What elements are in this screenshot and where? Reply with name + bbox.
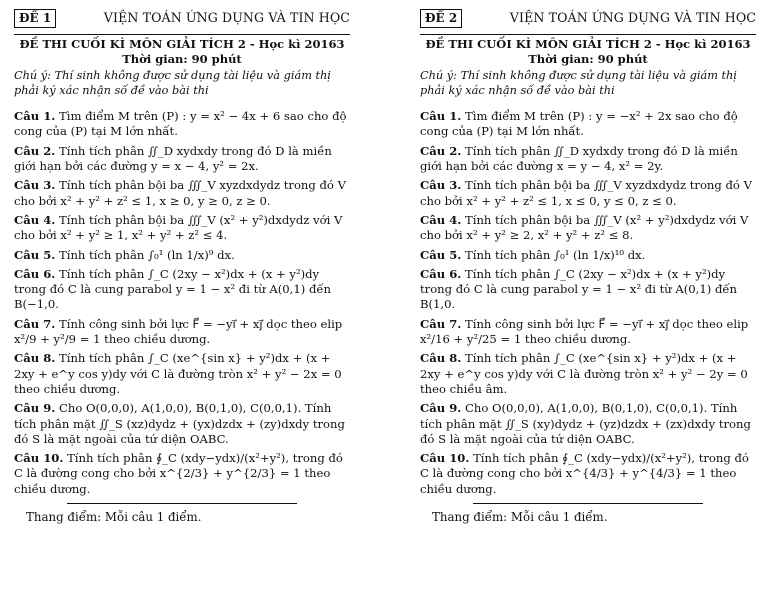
- question-item: [14, 109, 350, 140]
- question-label: Câu 4.: [14, 212, 56, 227]
- question-text: Tính tích phân bội ba ∭_V xyzdxdydz trong đó V cho bởi x² + y² + z² ≤ 1, x ≥ 0, y ≥ 0, z ≥ 0.: [14, 178, 346, 208]
- question-label: Câu 8.: [420, 351, 462, 366]
- footer-rule: [473, 503, 703, 504]
- question-label: Câu 1.: [14, 109, 56, 124]
- question-label: Câu 9.: [420, 401, 462, 416]
- question-text: Tìm điểm M trên (P) : y = −x² + 2x sao cho độ cong của (P) tại M lớn nhất.: [420, 109, 738, 139]
- question-text: Tính tích phân ∫_C (xe^{sin x} + y²)dx + (x + 2xy + e^y cos y)dy với C là đường tròn x² + y² − 2y = 0 theo chiều âm.: [420, 351, 748, 396]
- question-text: Tính tích phân bội ba ∭_V xyzdxdydz trong đó V cho bởi x² + y² + z² ≤ 1, x ≤ 0, y ≤ 0, z ≤ 0.: [420, 178, 752, 208]
- question-label: Câu 7.: [420, 316, 462, 331]
- question-text: Cho O(0,0,0), A(1,0,0), B(0,1,0), C(0,0,1). Tính tích phân mặt ∬_S (xz)dydz + (yx)dzdx + (zy)dxdy trong đó S là mặt ngoài của tứ diện OABC.: [14, 401, 345, 446]
- question-item: [420, 351, 756, 397]
- question-text: Tính tích phân ∫_C (2xy − x²)dx + (x + y²)dy trong đó C là cung parabol y = 1 − x² đi từ A(0,1) đến B(−1,0.: [14, 266, 331, 312]
- question-text: Tính tích phân ∮_C (xdy−ydx)/(x²+y²), trong đó C là đường cong cho bởi x^{2/3} + y^{2/3} = 1 theo chiều dương.: [14, 451, 343, 496]
- institute-name: VIỆN TOÁN ỨNG DỤNG VÀ TIN HỌC: [103, 9, 350, 25]
- question-text: Tính tích phân ∬_D xydxdy trong đó D là miền giới hạn bởi các đường x = y − 4, x² = 2y.: [420, 143, 738, 174]
- question-item: [14, 213, 350, 244]
- question-label: Câu 9.: [14, 401, 56, 416]
- exam-header: [420, 8, 756, 28]
- question-text: Cho O(0,0,0), A(1,0,0), B(0,1,0), C(0,0,1). Tính tích phân mặt ∬_S (xy)dydz + (yz)dzdx + (zx)dxdy trong đó S là mặt ngoài của tứ diện OABC.: [420, 401, 751, 446]
- question-item: [420, 267, 756, 313]
- question-label: Câu 3.: [14, 178, 56, 193]
- question-text: Tính tích phân ∮_C (xdy−ydx)/(x²+y²), trong đó C là đường cong cho bởi x^{4/3} + y^{4/3} = 1 theo chiều dương.: [420, 451, 749, 496]
- question-label: Câu 2.: [420, 143, 462, 158]
- question-item: [420, 248, 756, 263]
- exam-code-box: ĐỀ 1: [14, 9, 56, 28]
- question-item: [420, 213, 756, 244]
- question-label: Câu 1.: [420, 109, 462, 124]
- exam-title: ĐỀ THI CUỐI KÌ MÔN GIẢI TÍCH 2 - Học kì 20163: [19, 37, 345, 51]
- question-item: [420, 178, 756, 209]
- question-text: Tính tích phân ∬_D xydxdy trong đó D là miền giới hạn bởi các đường y = x − 4, y² = 2x.: [14, 143, 332, 174]
- exam-version-2: [420, 8, 756, 526]
- question-text: Tính tích phân ∫₀¹ (ln 1/x)¹⁰ dx.: [465, 247, 646, 262]
- question-item: [420, 109, 756, 140]
- question-item: [14, 401, 350, 447]
- question-label: Câu 6.: [14, 266, 56, 281]
- question-list: [14, 109, 350, 497]
- question-item: [14, 351, 350, 397]
- exam-code-box: ĐỀ 2: [420, 9, 462, 28]
- question-item: [420, 317, 756, 348]
- question-label: Câu 5.: [420, 247, 462, 262]
- question-text: Tính tích phân ∫₀¹ (ln 1/x)⁹ dx.: [59, 247, 235, 262]
- exam-duration: Thời gian: 90 phút: [528, 52, 648, 67]
- exam-header: [14, 8, 350, 28]
- grading-note: Thang điểm: Mỗi câu 1 điểm.: [26, 509, 202, 524]
- question-label: Câu 10.: [420, 451, 470, 466]
- question-item: [14, 248, 350, 263]
- question-item: [14, 317, 350, 348]
- header-rule: [14, 34, 350, 35]
- question-item: [420, 144, 756, 175]
- question-text: Tính tích phân ∫_C (xe^{sin x} + y²)dx + (x + 2xy + e^y cos y)dy với C là đường tròn x² + y² − 2x = 0 theo chiều dương.: [14, 351, 342, 396]
- question-label: Câu 5.: [14, 247, 56, 262]
- question-text: Tính tích phân bội ba ∭_V (x² + y²)dxdydz với V cho bởi x² + y² ≥ 1, x² + y² + z² ≤ 4.: [14, 212, 343, 243]
- question-label: Câu 4.: [420, 212, 462, 227]
- exam-note: Chú ý: Thí sinh không được sử dụng tài liệu và giám thị phải ký xác nhận số đề vào bài thi: [14, 69, 331, 98]
- question-item: [14, 451, 350, 497]
- grading-note: Thang điểm: Mỗi câu 1 điểm.: [432, 509, 608, 524]
- question-text: Tính tích phân bội ba ∭_V (x² + y²)dxdydz với V cho bởi x² + y² ≥ 2, x² + y² + z² ≤ 8.: [420, 212, 749, 243]
- question-label: Câu 10.: [14, 451, 64, 466]
- question-text: Tính tích phân ∫_C (2xy − x²)dx + (x + y²)dy trong đó C là cung parabol y = 1 − x² đi từ A(0,1) đến B(1,0.: [420, 266, 737, 312]
- question-label: Câu 6.: [420, 266, 462, 281]
- question-text: Tính công sinh bởi lực F⃗ = −yi⃗ + xj⃗ dọc theo elip x²/16 + y²/25 = 1 theo chiều dương.: [420, 316, 749, 347]
- question-text: Tính công sinh bởi lực F⃗ = −yi⃗ + xj⃗ dọc theo elip x²/9 + y²/9 = 1 theo chiều dương.: [14, 316, 343, 347]
- question-item: [14, 144, 350, 175]
- exam-note: Chú ý: Thí sinh không được sử dụng tài liệu và giám thị phải ký xác nhận số đề vào bài thi: [420, 69, 737, 98]
- header-rule: [420, 34, 756, 35]
- institute-name: VIỆN TOÁN ỨNG DỤNG VÀ TIN HỌC: [509, 9, 756, 25]
- footer-rule: [67, 503, 297, 504]
- question-item: [420, 401, 756, 447]
- question-item: [14, 178, 350, 209]
- question-label: Câu 3.: [420, 178, 462, 193]
- exam-version-1: [14, 8, 350, 526]
- question-label: Câu 2.: [14, 143, 56, 158]
- question-item: [14, 267, 350, 313]
- question-list: [420, 109, 756, 497]
- exam-title: ĐỀ THI CUỐI KÌ MÔN GIẢI TÍCH 2 - Học kì 20163: [425, 37, 751, 51]
- question-item: [420, 451, 756, 497]
- question-label: Câu 8.: [14, 351, 56, 366]
- question-text: Tìm điểm M trên (P) : y = x² − 4x + 6 sao cho độ cong của (P) tại M lớn nhất.: [14, 109, 347, 139]
- question-label: Câu 7.: [14, 316, 56, 331]
- exam-duration: Thời gian: 90 phút: [122, 52, 242, 67]
